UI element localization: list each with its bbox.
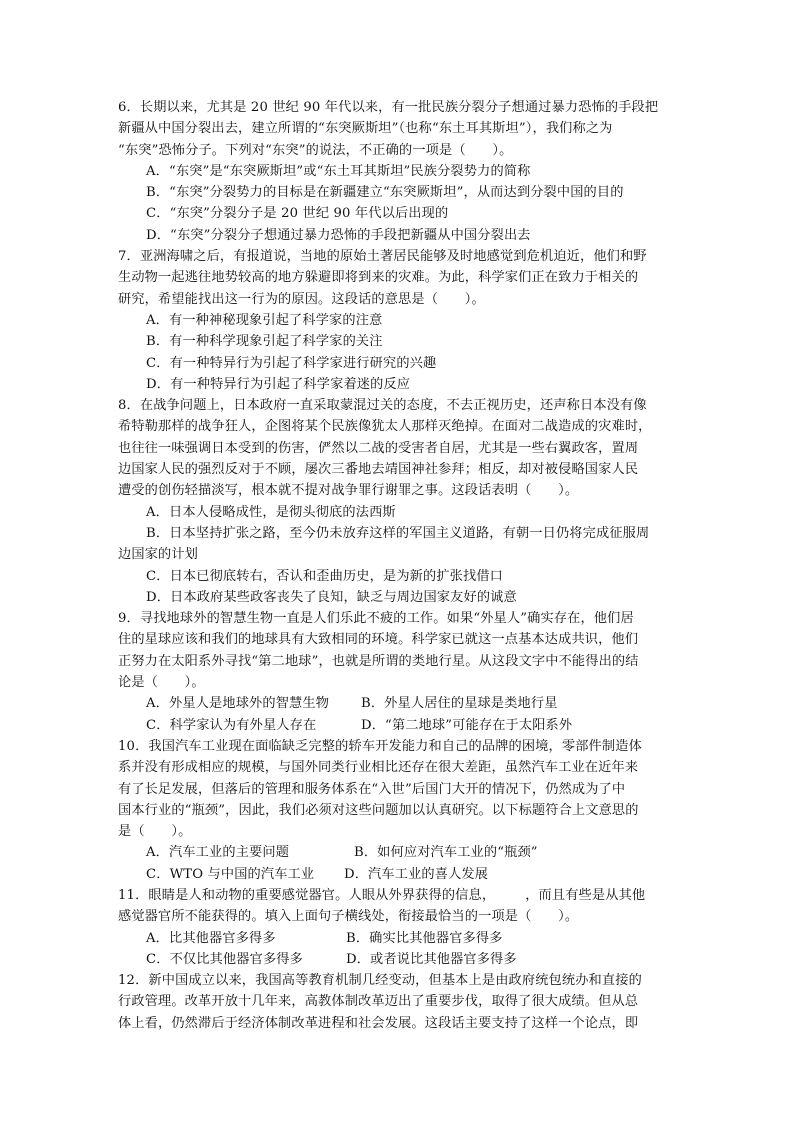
- question-6-option-c: C．“东突”分裂分子是 20 世纪 90 年代以后出现的: [146, 206, 449, 222]
- question-10-stem-line-2: 系并没有形成相应的规模，与国外同类行业相比还存在很大差距，虽然汽车工业在近年来: [118, 760, 639, 776]
- question-9: [118, 608, 678, 736]
- question-10-option-b: B．如何应对汽车工业的“瓶颈”: [354, 845, 538, 861]
- question-11-option-b: B．确实比其他器官多得多: [346, 930, 503, 946]
- question-10-options-row-1: [118, 842, 678, 863]
- question-7-option-b: B．有一种科学现象引起了科学家的关注: [146, 334, 383, 350]
- question-8-option-a: A．日本人侵略成性，是彻头彻底的法西斯: [146, 504, 396, 520]
- question-11: [118, 885, 678, 970]
- question-7-stem-line-2: 生动物一起逃往地势较高的地方躲避即将到来的灾难。为此，科学家们正在致力于相关的: [118, 270, 639, 286]
- question-9-stem-line-4: 论是（ ）。: [118, 675, 205, 691]
- question-8-stem-line-2: 希特勒那样的战争狂人，企图将某个民族像犹太人那样灭绝掉。在面对二战造成的灾难时，: [118, 419, 652, 435]
- question-9-stem-line-3: 正努力在太阳系外寻找“第二地球”，也就是所谓的类地行星。从这段文字中不能得出的结: [118, 653, 639, 669]
- question-8-stem-line-4: 边国家人民的强烈反对于不顾，屡次三番地去靖国神社参拜；相反，却对被侵略国家人民: [118, 462, 639, 478]
- question-8-stem-line-5: 遭受的创伤轻描淡写，根本就不提对战争罪行谢罪之事。这段话表明（ ）。: [118, 483, 579, 499]
- question-6-stem-line-3: “东突”恐怖分子。下列对“东突”的说法，不正确的一项是（ ）。: [118, 142, 513, 158]
- question-list: [118, 97, 678, 1034]
- question-9-options-row-1: [118, 693, 678, 714]
- question-9-options-row-2: [118, 715, 678, 736]
- question-8-option-c: C．日本已彻底转右，否认和歪曲历史，是为新的扩张找借口: [146, 568, 504, 584]
- question-10-stem-line-1: 10．我国汽车工业现在面临缺乏完整的轿车开发能力和自己的品牌的困境，零部件制造体: [118, 738, 642, 754]
- question-8: [118, 395, 678, 608]
- question-10-options-row-2: [118, 864, 678, 885]
- question-10-option-d: D．汽车工业的喜人发展: [344, 866, 489, 882]
- question-11-stem-part-2: ，而且有些是从其他: [525, 887, 646, 903]
- question-7-option-d: D．有一种特异行为引起了科学家着迷的反应: [146, 376, 411, 392]
- question-11-stem-part-1: 11．眼睛是人和动物的重要感觉器官。人眼从外界获得的信息，: [118, 887, 496, 903]
- question-6-stem-line-1: 6．长期以来，尤其是 20 世纪 90 年代以来，有一批民族分裂分子想通过暴力恐怖的手段把: [118, 100, 659, 115]
- question-9-stem-line-1: 9．寻找地球外的智慧生物一直是人们乐此不疲的工作。如果“外星人”确实存在，他们居: [118, 611, 634, 627]
- question-6-option-d: D．“东突”分裂分子想通过暴力恐怖的手段把新疆从中国分裂出去: [146, 227, 531, 243]
- question-7: [118, 246, 678, 395]
- question-11-option-d: D．或者说比其他器官多得多: [346, 951, 517, 967]
- question-11-option-a: A．比其他器官多得多: [146, 930, 276, 946]
- question-8-option-b-continuation: 边国家的计划: [118, 547, 199, 563]
- question-7-stem-line-1: 7．亚洲海啸之后，有报道说，当地的原始土著居民能够及时地感觉到危机迫近，他们和野: [118, 249, 647, 265]
- question-7-option-c: C．有一种特异行为引起了科学家进行研究的兴趣: [146, 355, 437, 371]
- question-11-options-row-2: [118, 949, 678, 970]
- question-12: [118, 970, 678, 1034]
- question-9-option-a: A．外星人是地球外的智慧生物: [146, 696, 330, 712]
- question-8-stem-line-3: 也往往一味强调日本受到的伤害，俨然以二战的受害者自居，尤其是一些右翼政客，置周: [118, 440, 639, 456]
- question-7-option-a: A．有一种神秘现象引起了科学家的注意: [146, 312, 383, 328]
- question-10-stem-line-5: 是（ ）。: [118, 824, 192, 840]
- question-12-stem-line-2: 行政管理。改革开放十几年来，高教体制改革迈出了重要步伐，取得了很大成绩。但从总: [118, 994, 639, 1010]
- question-9-option-b: B．外星人居住的星球是类地行星: [361, 696, 558, 712]
- question-10-option-a: A．汽车工业的主要问题: [146, 845, 290, 861]
- question-12-stem-line-3: 体上看，仍然滞后于经济体制改革进程和社会发展。这段话主要支持了这样一个论点，即: [118, 1015, 639, 1031]
- question-8-option-b: B．日本坚持扩张之路，至今仍未放弃这样的军国主义道路，有朝一日仍将完成征服周: [146, 525, 650, 541]
- question-11-option-c: C．不仅比其他器官多得多: [146, 951, 303, 967]
- question-8-stem-line-1: 8．在战争问题上，日本政府一直采取蒙混过关的态度，不去正视历史，还声称日本没有像: [118, 398, 647, 414]
- question-12-stem-line-1: 12．新中国成立以来，我国高等教育机制几经变动，但基本上是由政府统包统办和直接的: [118, 973, 642, 989]
- question-11-stem-line-1: [118, 885, 678, 906]
- question-6-stem-line-2: 新疆从中国分裂出去，建立所谓的“东突厥斯坦”（也称“东土耳其斯坦”），我们称之为: [118, 121, 613, 137]
- question-10-stem-line-3: 有了长足发展，但落后的管理和服务体系在“入世”后国门大开的情况下，仍然成为了中: [118, 781, 626, 797]
- question-10: [118, 736, 678, 885]
- question-9-option-d: D．“第二地球”可能存在于太阳系外: [361, 717, 573, 733]
- question-11-stem-line-2: 感觉器官所不能获得的。填入上面句子横线处，衔接最恰当的一项是（ ）。: [118, 909, 579, 925]
- question-10-stem-line-4: 国本行业的“瓶颈”，因此，我们必须对这些问题加以认真研究。以下标题符合上文意思的: [118, 802, 639, 818]
- question-10-option-c: C．WTO 与中国的汽车工业: [146, 866, 315, 882]
- question-9-option-c: C．科学家认为有外星人存在: [146, 717, 317, 733]
- question-7-stem-line-3: 研究，希望能找出这一行为的原因。这段话的意思是（ ）。: [118, 291, 485, 307]
- question-9-stem-line-2: 住的星球应该和我们的地球具有大致相同的环境。科学家已就这一点基本达成共识，他们: [118, 632, 639, 648]
- question-11-options-row-1: [118, 928, 678, 949]
- question-6-option-b: B．“东突”分裂势力的目标是在新疆建立“东突厥斯坦”，从而达到分裂中国的目的: [146, 185, 624, 201]
- question-8-option-d: D．日本政府某些政客丧失了良知，缺乏与周边国家友好的诚意: [146, 589, 517, 605]
- question-6-option-a: A．“东突”是“东突厥斯坦”或“东土耳其斯坦”民族分裂势力的简称: [146, 163, 531, 179]
- question-6: [118, 97, 678, 246]
